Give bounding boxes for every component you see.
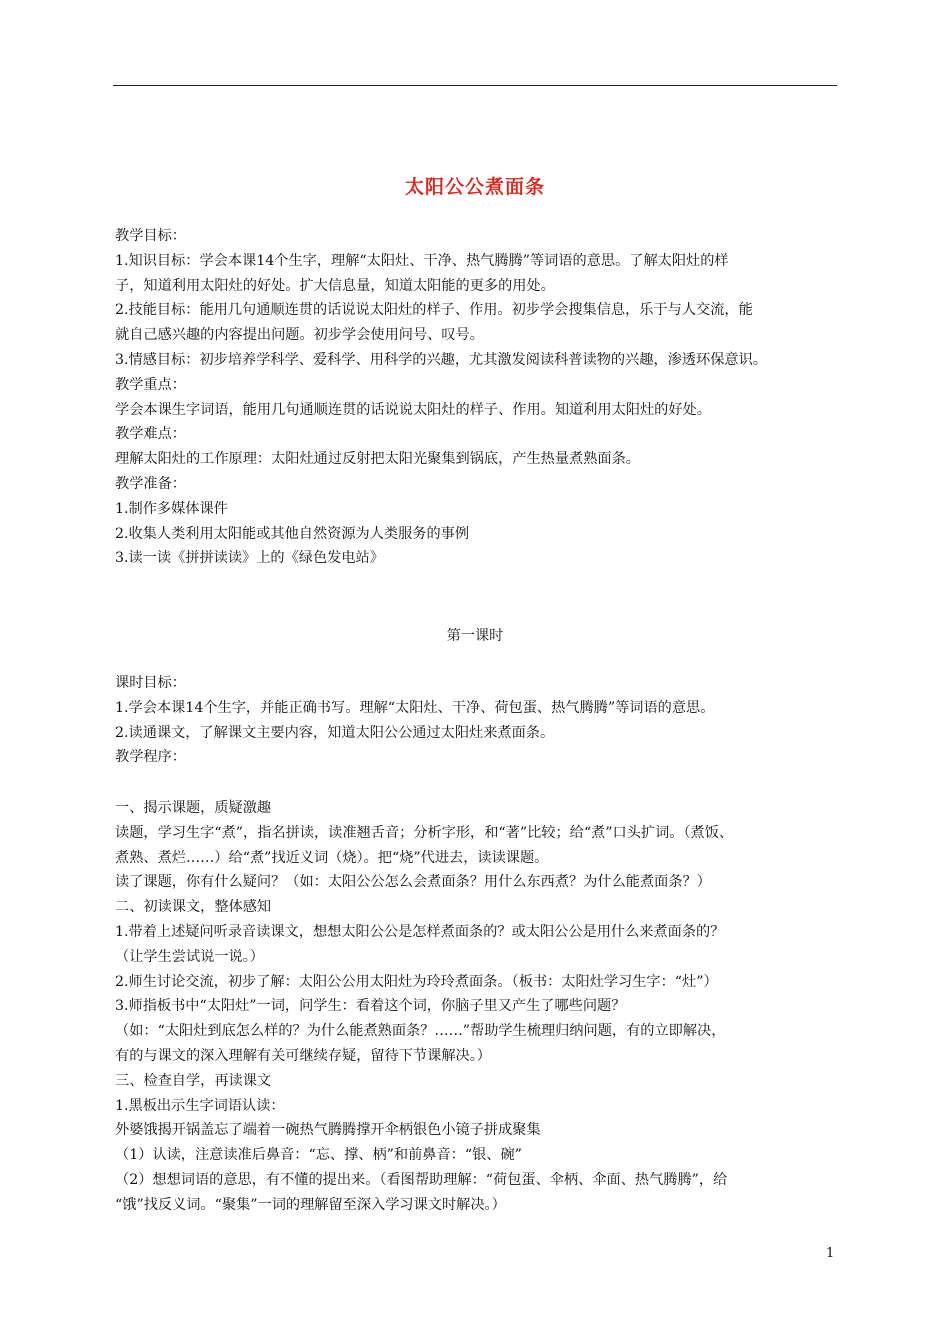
text-line: 就自己感兴趣的内容提出问题。初步学会使用问号、叹号。 [115, 327, 484, 344]
text-line: 子，知道利用太阳灶的好处。扩大信息量，知道太阳能的更多的用处。 [115, 277, 555, 294]
text-line: （2）想想词语的意思，有不懂的提出来。（看图帮助理解：“荷包蛋、伞柄、伞面、热气腾腾”，给 [115, 1171, 728, 1188]
text-line: 3.情感目标：初步培养学科学、爱科学、用科学的兴趣，尤其激发阅读科普读物的兴趣，渗透环保意识。 [115, 351, 767, 368]
text-line: 二、初读课文，整体感知 [115, 899, 272, 916]
text-line: 读题，学习生字“煮”，指名拼读，读准翘舌音；分析字形，和“著”比较；给“煮”口头扩词。（煮饭、 [115, 824, 734, 841]
text-line: 一、揭示课题，质疑激趣 [115, 800, 272, 816]
text-line: 有的与课文的深入理解有关可继续存疑，留待下节课解决。） [115, 1047, 491, 1064]
text-line: 教学重点： [115, 376, 186, 393]
text-line: 外婆饿揭开锅盖忘了端着一碗热气腾腾撑开伞柄银色小镜子拼成聚集 [115, 1122, 541, 1139]
text-line: 1.制作多媒体课件 [115, 500, 228, 517]
text-line: （如：“太阳灶到底怎么样的？为什么能煮熟面条？……”帮助学生梳理归纳问题，有的立即解决， [115, 1023, 726, 1040]
page-number: 1 [826, 1246, 835, 1261]
text-line: 教学程序： [115, 749, 186, 766]
lesson-heading: 第一课时 [446, 628, 504, 644]
text-line: 课时目标： [115, 675, 186, 691]
text-line: 煮熟、煮烂……）给“煮”找近义词（烧）。把“烧”代进去，读读课题。 [115, 849, 549, 866]
text-line: 1.黑板出示生字词语认读： [115, 1097, 285, 1114]
text-line: 3.师指板书中“太阳灶”一词，问学生：看着这个词，你脑子里又产生了哪些问题？ [115, 998, 626, 1015]
text-line: 学会本课生字词语，能用几句通顺连贯的话说说太阳灶的样子、作用。知道利用太阳灶的好处。 [115, 401, 711, 418]
text-line: 教学准备： [115, 475, 186, 492]
header-rule [113, 85, 837, 86]
text-line: 读了课题，你有什么疑问？（如：太阳公公怎么会煮面条？用什么东西煮？为什么能煮面条？） [115, 874, 711, 891]
text-line: 教学目标： [115, 228, 186, 244]
teaching-goals-section [115, 224, 845, 571]
text-line: 2.技能目标：能用几句通顺连贯的话说说太阳灶的样子、作用。初步学会搜集信息，乐于与人交流，能 [115, 302, 753, 319]
lesson-goals-section [115, 671, 845, 770]
text-line: 2.收集人类利用太阳能或其他自然资源为人类服务的事例 [115, 525, 470, 542]
document-title: 太阳公公煮面条 [404, 176, 545, 198]
text-line: 1.带着上述疑问听录音读课文，想想太阳公公是怎样煮面条的？或太阳公公是用什么来煮面条的？ [115, 923, 725, 940]
text-line: 1.学会本课14个生字，并能正确书写。理解“太阳灶、干净、荷包蛋、热气腾腾”等词语的意思。 [115, 699, 715, 716]
text-line: 2.师生讨论交流，初步了解：太阳公公用太阳灶为玲玲煮面条。（板书：太阳灶学习生字：“灶”） [115, 973, 718, 990]
text-line: 理解太阳灶的工作原理：太阳灶通过反射把太阳光聚集到锅底，产生热量煮熟面条。 [115, 451, 640, 468]
text-line: （1）认读，注意读准后鼻音：“忘、撑、柄”和前鼻音：“银、碗” [115, 1147, 522, 1164]
text-line: 2.读通课文，了解课文主要内容，知道太阳公公通过太阳灶来煮面条。 [115, 724, 555, 741]
text-line: （让学生尝试说一说。） [115, 948, 264, 965]
teaching-procedure-section [115, 796, 845, 1218]
text-line: “饿”找反义词。“聚集”一词的理解留至深入学习课文时解决。） [115, 1196, 506, 1213]
text-line: 3.读一读《拼拼读读》上的《绿色发电站》 [115, 550, 384, 567]
text-line: 三、检查自学，再读课文 [115, 1072, 272, 1089]
text-line: 教学难点： [115, 426, 186, 443]
text-line: 1.知识目标：学会本课14个生字，理解“太阳灶、干净、热气腾腾”等词语的意思。了解太阳灶的样 [115, 252, 729, 269]
